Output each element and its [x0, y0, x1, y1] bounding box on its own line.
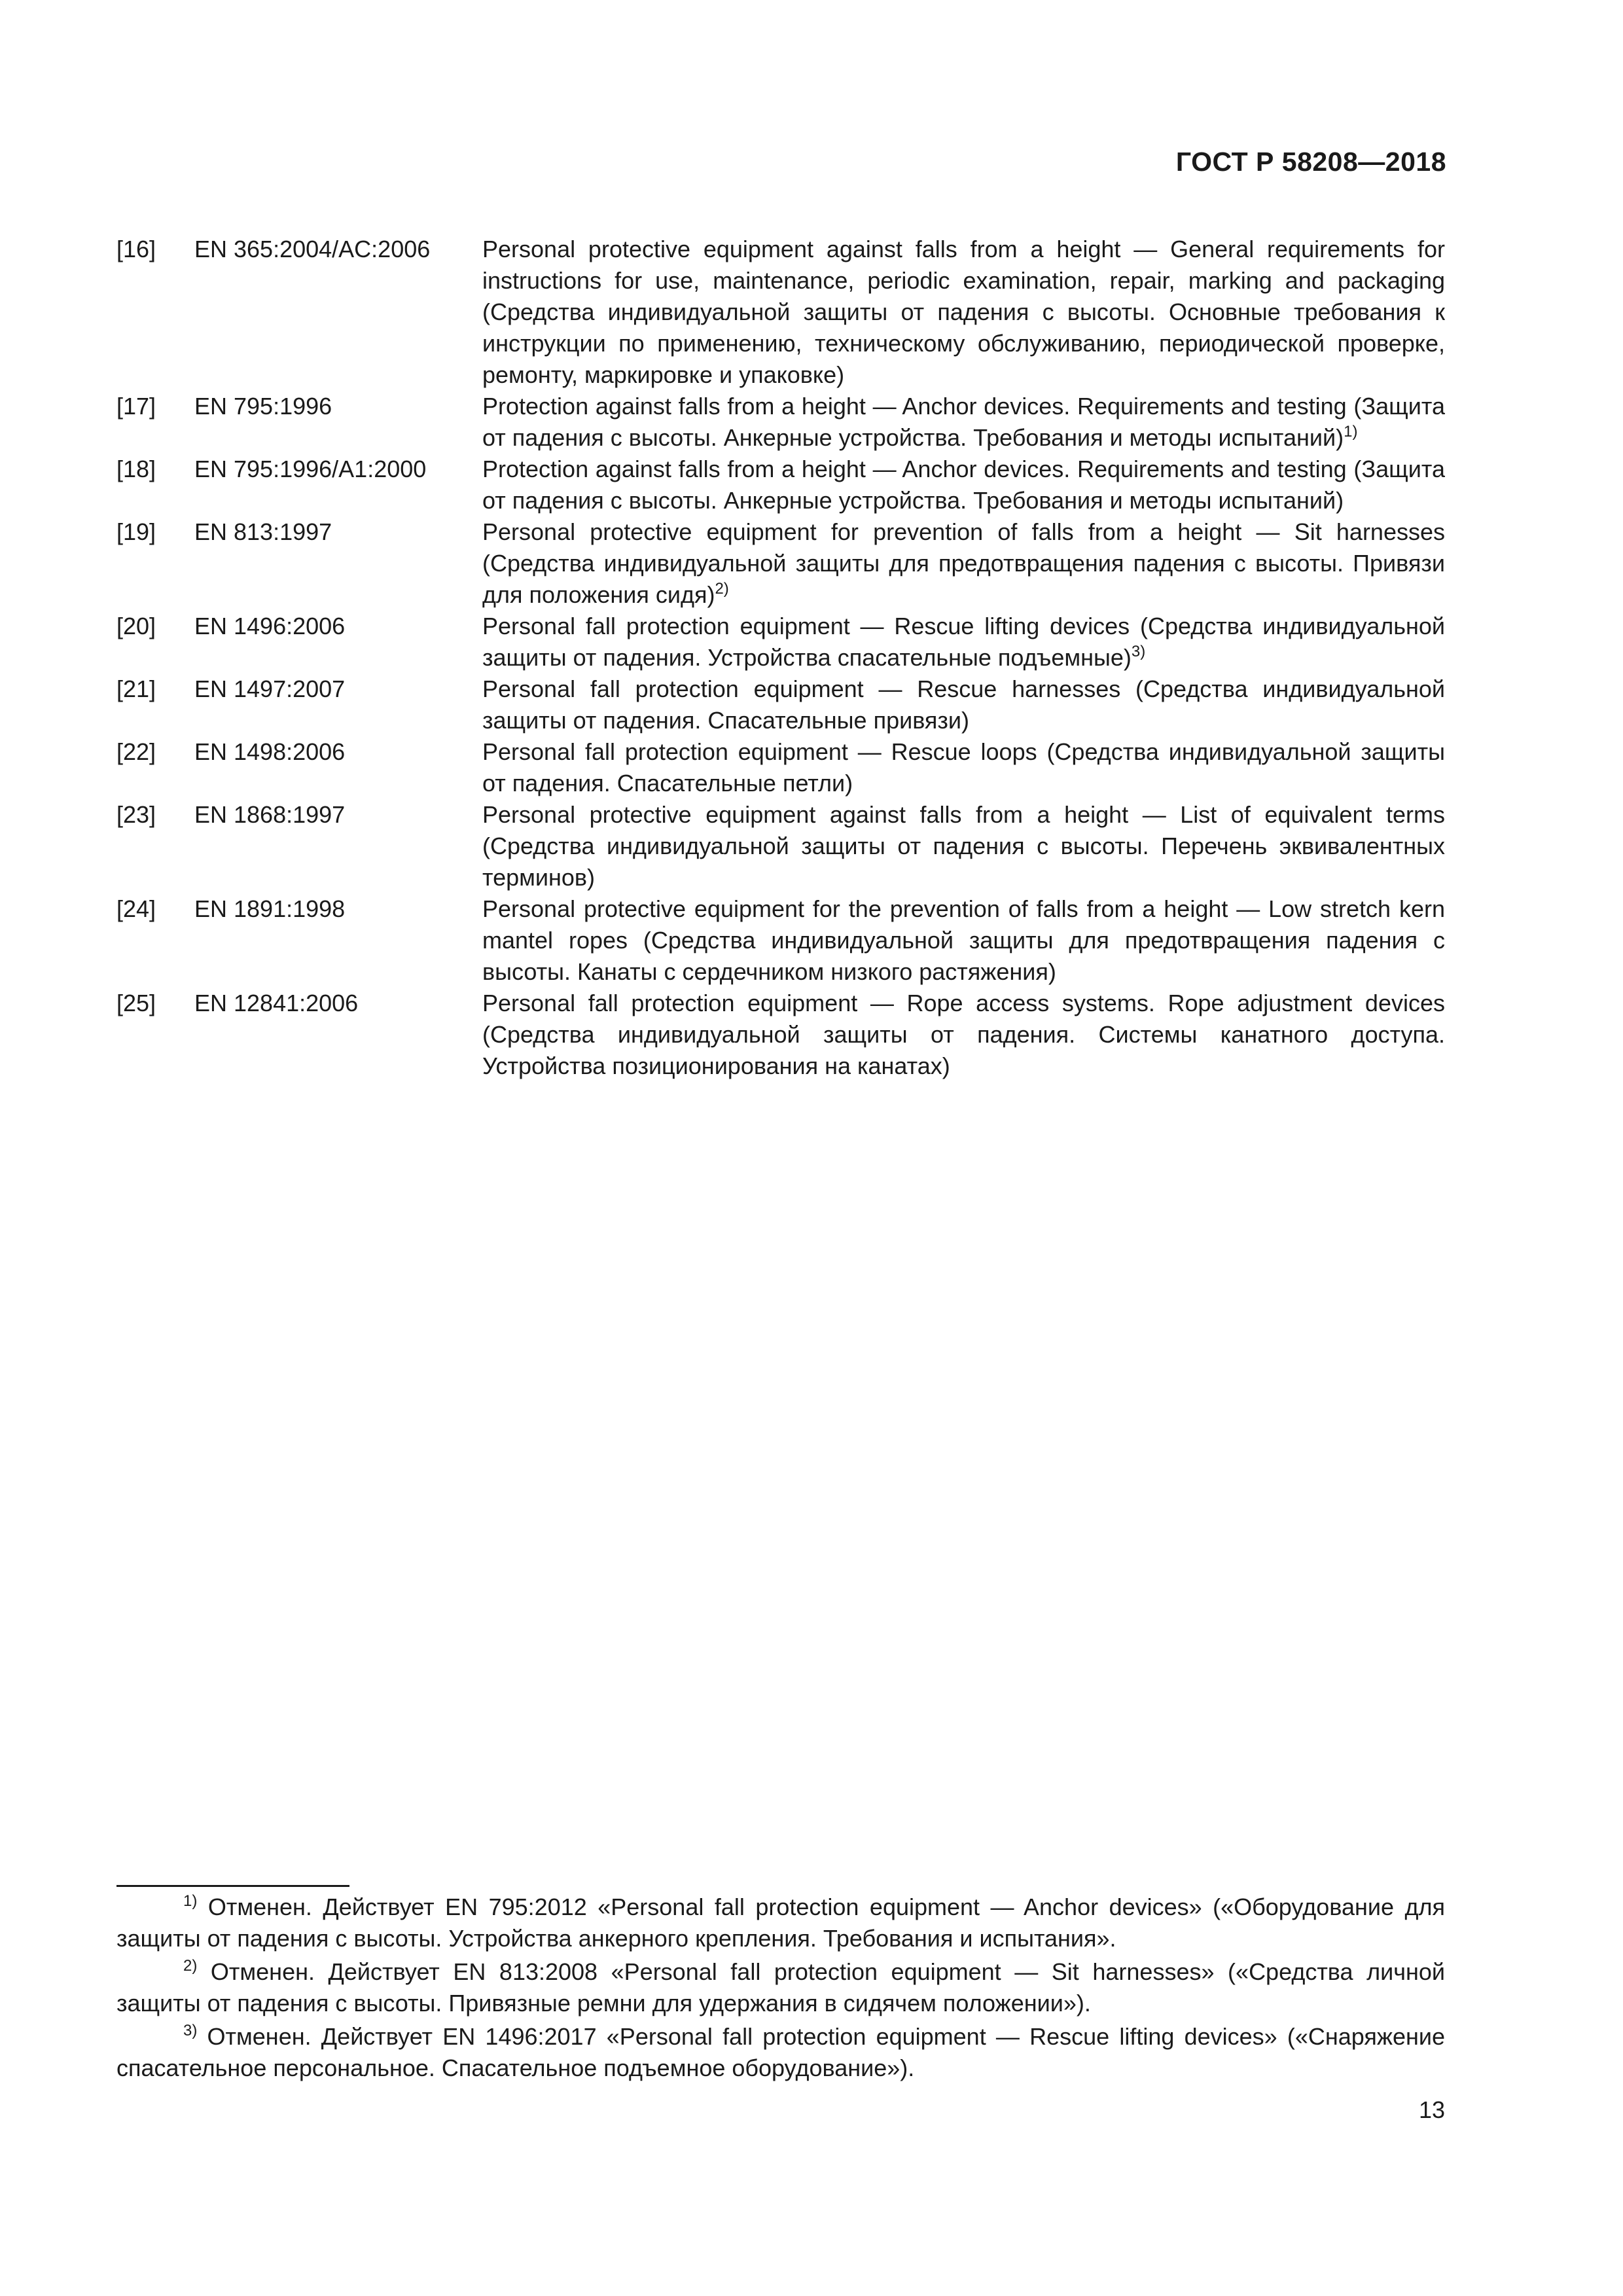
footnote-separator — [116, 1885, 349, 1887]
standard-code: EN 795:1996/A1:2000 — [194, 456, 427, 482]
standard-code: EN 1498:2006 — [194, 738, 346, 765]
bibliography-entry — [116, 234, 1445, 391]
entry-number: [20] — [116, 613, 156, 639]
bibliography-entry — [116, 611, 1445, 673]
entry-number: [19] — [116, 518, 156, 545]
footnote — [116, 2021, 1445, 2084]
footnote-text: Отменен. Действует EN 813:2008 «Personal fall protection equipment — Sit harnesses» («Средства личной защиты от падения с высоты. Привязные ремни для удержания в сидячем положении»). — [116, 1958, 1445, 2017]
document-code: ГОСТ Р 58208—2018 — [1175, 147, 1446, 177]
standard-title: Protection against falls from a height — Anchor devices. Requirements and testing (Защита от падения с высоты. Анкерные устройства. Требования и методы испытаний)$^{1)}$ — [482, 393, 1445, 451]
standard-title: Personal protective equipment for the prevention of falls from a height — Low stretch kern mantel ropes (Средства индивидуальной защиты для предотвращения падения с высоты. Канаты с сердечником низкого растяжения) — [482, 895, 1445, 985]
footnote — [116, 1892, 1445, 1954]
entry-number: [21] — [116, 675, 156, 702]
standard-code: EN 1497:2007 — [194, 675, 346, 702]
standard-title: Personal fall protection equipment — Rescue loops (Средства индивидуальной защиты от падения. Спасательные петли) — [482, 738, 1445, 797]
entry-number: [16] — [116, 236, 156, 262]
footnote-text: Отменен. Действует EN 1496:2017 «Personal fall protection equipment — Rescue lifting devices» («Снаряжение спасательное персональное. Спасательное подъемное оборудование»). — [116, 2023, 1445, 2081]
standard-code: EN 1891:1998 — [194, 895, 346, 922]
standard-title: Personal protective equipment for prevention of falls from a height — Sit harnesses (Средства индивидуальной защиты для предотвращения падения с высоты. Привязи для положения сидя)$^{2)}$ — [482, 518, 1445, 608]
standard-title: Personal fall protection equipment — Rescue harnesses (Средства индивидуальной защиты от падения. Спасательные привязи) — [482, 675, 1445, 734]
bibliography-entry — [116, 516, 1445, 611]
standard-title: Personal fall protection equipment — Rope access systems. Rope adjustment devices (Средства индивидуальной защиты от падения. Системы канатного доступа. Устройства позиционирования на канатах) — [482, 990, 1445, 1079]
standard-title: Personal protective equipment against falls from a height — General requirements for instructions for use, maintenance, periodic examination, repair, marking and packaging (Средства индивидуальной защиты от падения с высоты. Основные требования к инструкции по применению, техническому обслуживанию, периодической проверке, ремонту, маркировке и упаковке) — [482, 236, 1445, 388]
entry-number: [23] — [116, 801, 156, 828]
bibliography-entry — [116, 454, 1445, 516]
standard-title: Protection against falls from a height — Anchor devices. Requirements and testing (Защита от падения с высоты. Анкерные устройства. Требования и методы испытаний) — [482, 456, 1445, 514]
footnote-ref: 2) — [715, 580, 729, 598]
footnote-ref: 1) — [1344, 423, 1358, 440]
page-number: 13 — [1418, 2096, 1445, 2123]
standard-title: Personal fall protection equipment — Rescue lifting devices (Средства индивидуальной защиты от падения. Устройства спасательные подъемные)$^{3)}$ — [482, 613, 1445, 671]
standard-code: EN 1496:2006 — [194, 613, 346, 639]
entry-number: [17] — [116, 393, 156, 420]
entry-number: [25] — [116, 990, 156, 1016]
footnote-mark: 2) — [183, 1957, 198, 1975]
bibliography-entry — [116, 988, 1445, 1082]
bibliography-entry — [116, 673, 1445, 736]
standard-code: EN 365:2004/AC:2006 — [194, 236, 431, 262]
standard-title: Personal protective equipment against falls from a height — List of equivalent terms (Средства индивидуальной защиты от падения с высоты. Перечень эквивалентных терминов) — [482, 801, 1445, 891]
footnote-mark: 1) — [183, 1892, 198, 1910]
standard-code: EN 1868:1997 — [194, 801, 346, 828]
bibliography-entry — [116, 799, 1445, 893]
footnote-mark: 3) — [183, 2022, 198, 2039]
entry-number: [18] — [116, 456, 156, 482]
bibliography-entry — [116, 893, 1445, 988]
bibliography-entry — [116, 391, 1445, 454]
footnote — [116, 1956, 1445, 2019]
footnote-text: Отменен. Действует EN 795:2012 «Personal fall protection equipment — Anchor devices» («Оборудование для защиты от падения с высоты. Устройства анкерного крепления. Требования и испытания». — [116, 1893, 1445, 1952]
footnote-ref: 3) — [1131, 643, 1146, 660]
standard-code: EN 813:1997 — [194, 518, 332, 545]
standard-code: EN 795:1996 — [194, 393, 332, 420]
bibliography-list — [116, 234, 1445, 1082]
standard-code: EN 12841:2006 — [194, 990, 359, 1016]
footnotes — [116, 1892, 1445, 2086]
entry-number: [24] — [116, 895, 156, 922]
entry-number: [22] — [116, 738, 156, 765]
bibliography-entry — [116, 736, 1445, 799]
